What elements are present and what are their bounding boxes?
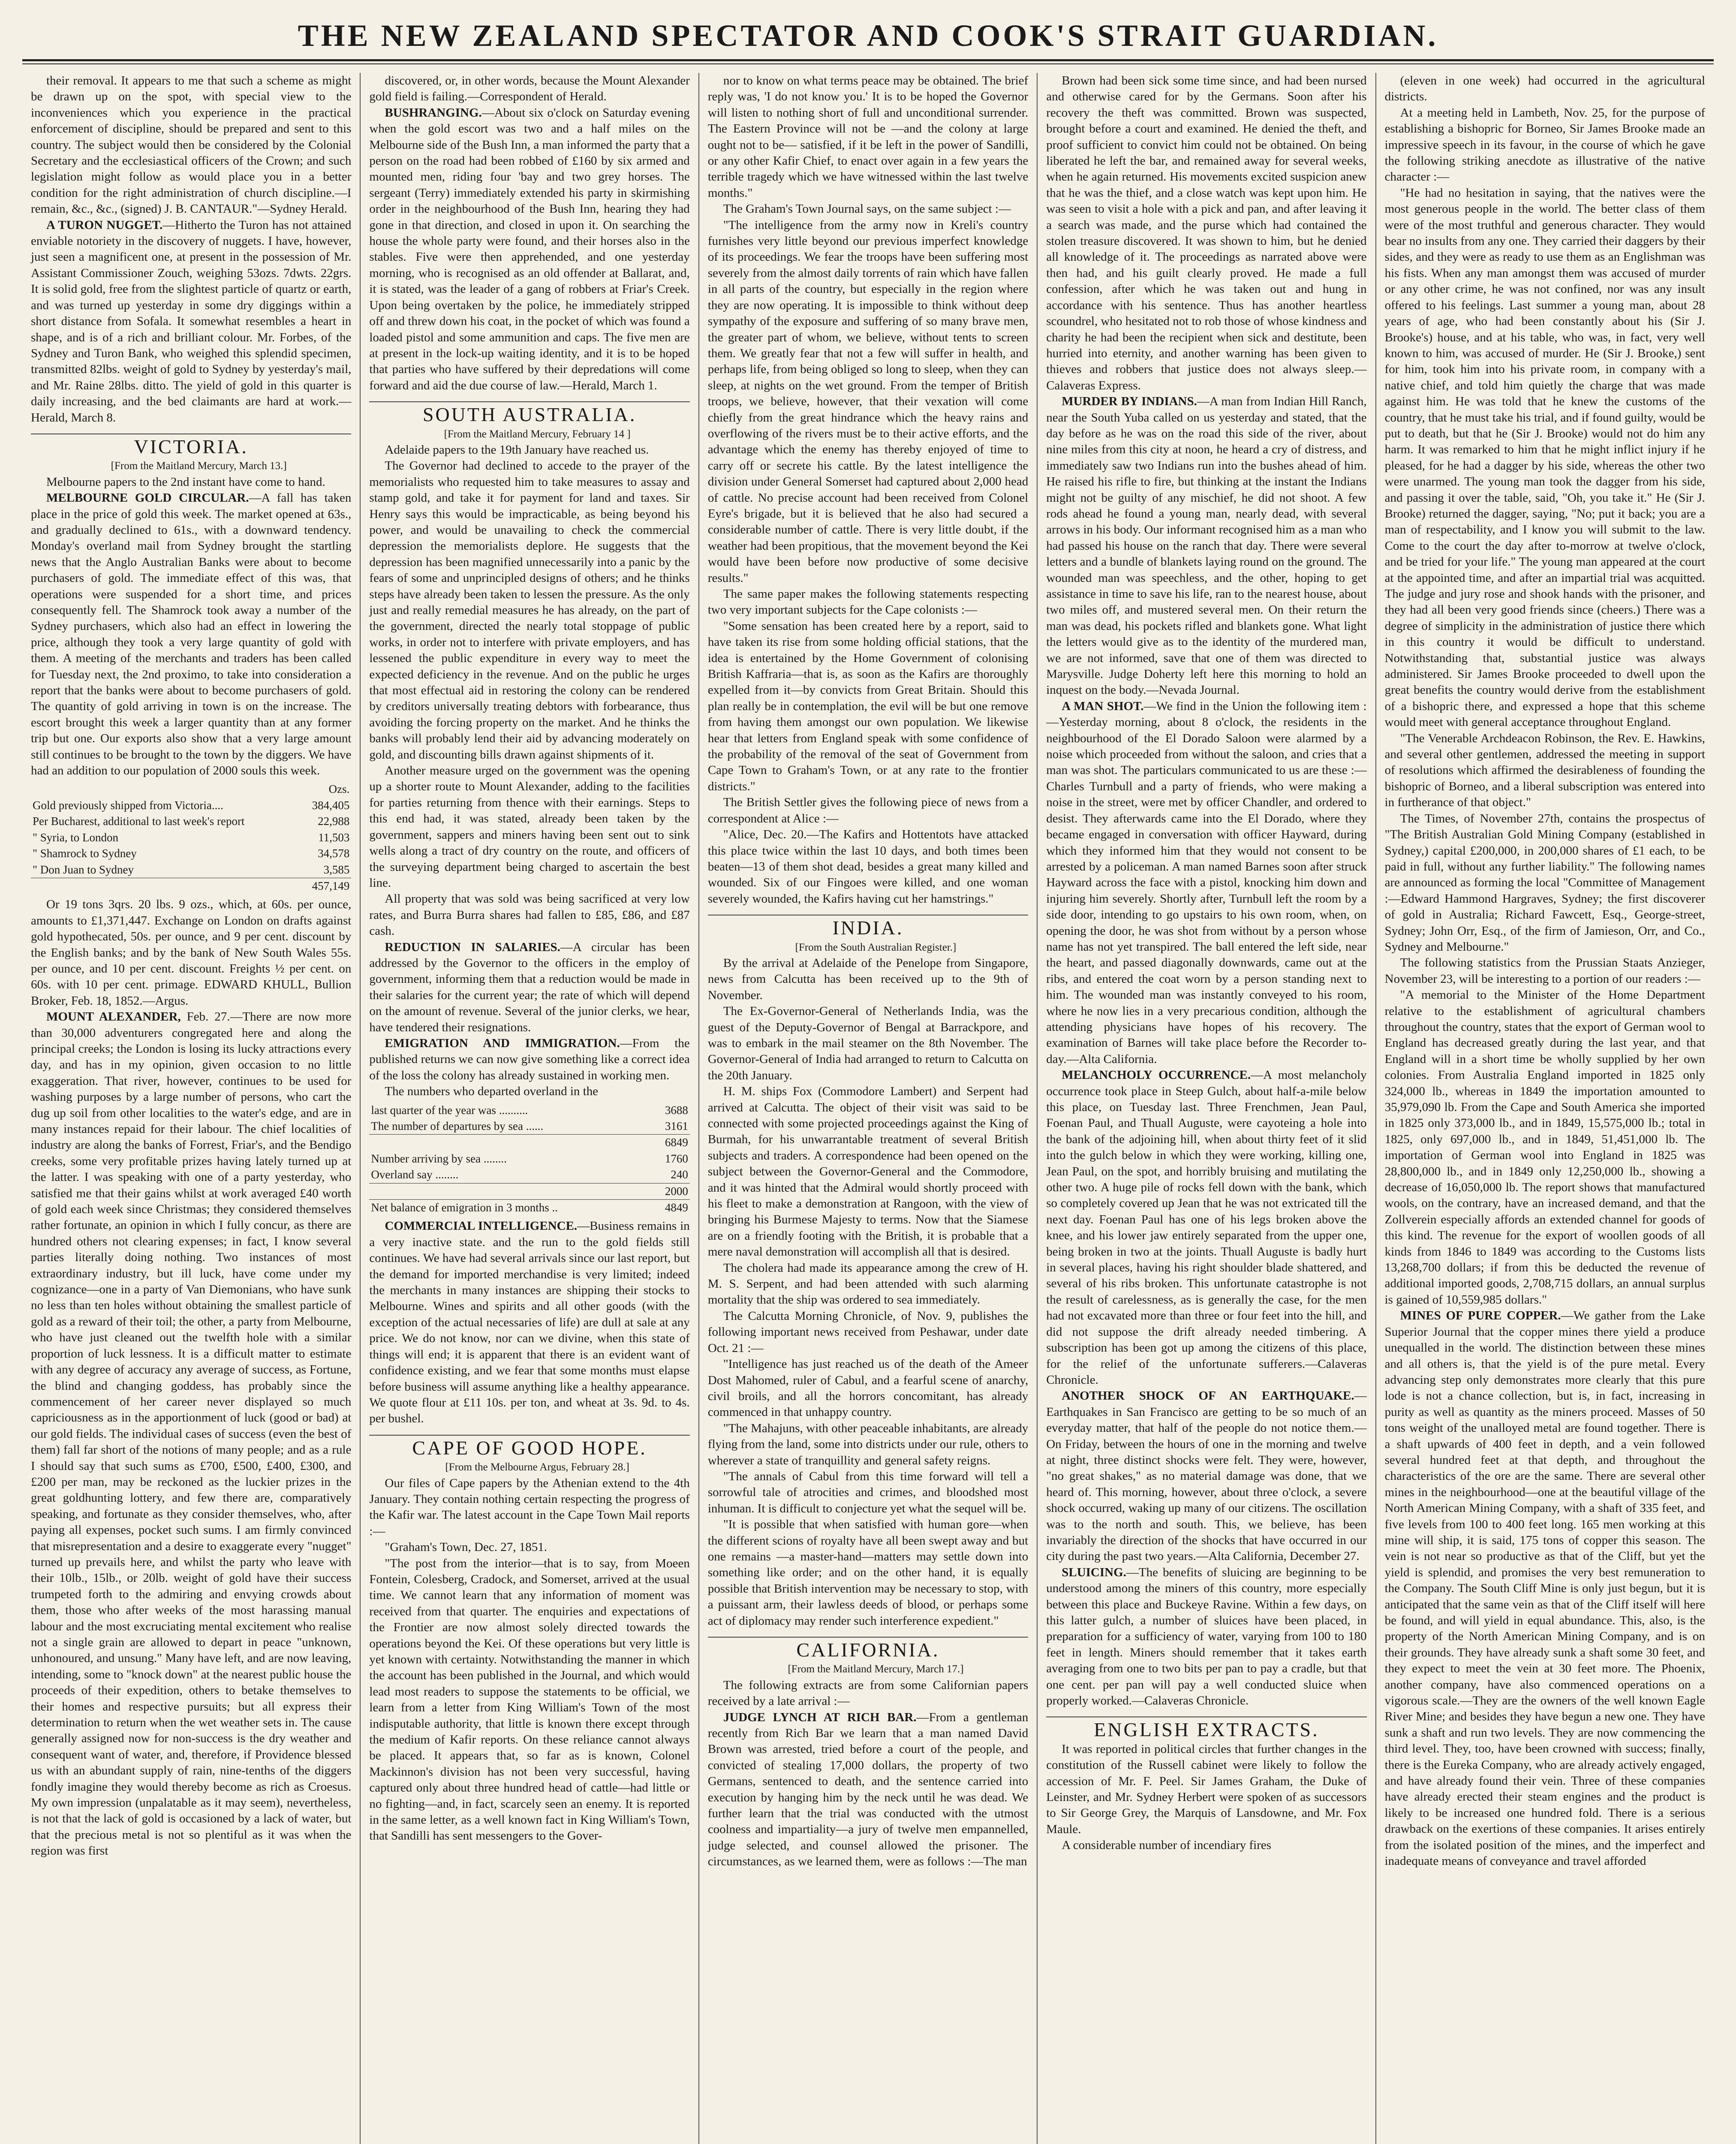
article-body: —The benefits of sluicing are beginning to be understood among the miners of this country, more especially between this place and Buckeye Ravine. Within a few days, on this latter gulch, a number of sluices have been placed, in preparation for a sufficiency of water, varying from 100 to 180 feet in length. Miners should remember that it takes earth averaging from one to two bits per pan to pay a cradle, but that one cent. per pan will pay a well conducted sluice when properly worked.—Calaveras Chronicle. [1046, 1565, 1367, 1708]
table-header: Ozs. [328, 783, 350, 796]
article-paragraph: Or 19 tons 3qrs. 20 lbs. 9 ozs., which, at 60s. per ounce, amounts to £1,371,447. Exchange on London on drafts against gold hypothecated, 50s. per ounce, and 9 per cent. discount by the English banks; and by the bank of New South Wales 55s. per ounce, and 10 per cent. discount. Freights ½ per cent. on 60s. with 10 per cent. primage. EDWARD KHULL, Bullion Broker, Feb. 18, 1852.—Argus. [31, 897, 352, 1008]
article-headline: ANOTHER SHOCK OF AN EARTHQUAKE. [1062, 1389, 1354, 1403]
article-paragraph [1385, 1308, 1705, 1869]
article-body: —We gather from the Lake Superior Journal that the copper mines there yield a produce unequalled in the world. The distinction between these mines and all others is, that the yield is of the pure metal. Every advancing step only demonstrates more clearly that this pure lode is not a chance collection, but is, in fact, increasing in purity as well as quantity as the miners proceed. Masses of 50 tons weight of the unalloyed metal are found together. There is a shaft upwards of 400 feet in depth, and a vein followed several hundred feet at that depth, and throughout the characteristics of the ore are the same. There are several other mines in the neighbourhood—one at the beautiful village of the North American Mining Company, with a shaft of 335 feet, and five levels from 100 to 400 feet long. 165 men working at this mine will ship, it is said, 175 tons of copper this season. The vein is not near so productive as that of the Cliff, but yet the yield is splendid, and promises the very best remuneration to the Company. The South Cliff Mine is only just begun, but it is anticipated that the same vein as that of the Cliff itself will here be found, and will yield in equal abundance. This, also, is the property of the North American Mining Company, and is on their grounds. They have already sunk a shaft some 30 feet, and they expect to meet the vein at 30 feet more. The Phoenix, another company, have also commenced operations on a vigorous scale.—They are the owners of the well known Eagle River Mine; and besides they have begun a new one. They have sunk a shaft and run two levels. They are now commencing the third level. They, too, have been crowned with success; finally, there is the Eureka Company, who are already actively engaged, and have already found their vein. Three of these companies have already erected their steam engines and the product is likely to be increased one hundred fold. There is a serious drawback on the exertions of these companies. It arises entirely from the isolated position of the mines, and the imperfect and inadequate means of conveyance and travel afforded [1384, 1309, 1706, 1868]
article-headline: EMIGRATION AND IMMIGRATION. [385, 1036, 620, 1050]
table-row [31, 813, 351, 829]
table-row [31, 830, 351, 846]
article-body: —We find in the Union the following item :—Yesterday morning, about 8 o'clock, the residents in the neighbourhood of the El Dorado Saloon were alarmed by a noise which proceeded from without the saloon, and cries that a man was shot. The particulars communicated to us are these :—Charles Turnbull and a party of friends, who were making a noise in the street, were met by officer Chandler, and ordered to desist. They afterwards came into the El Dorado, where they became engaged in conversation with officer Hayward, during which they informed him that they would not consent to be arrested by a policeman. A man named Barnes soon after struck Hayward across the face with a pistol, knocking him down and injuring him severely. Shortly after, Turnbull left the room by a side door, intending to go upstairs to his own room, when, on opening the door, he was shot from without by a person whose name has not yet transpired. The ball entered the left side, near the heart, and passed diagonally downwards, came out at the ribs, and entered the coat worn by a person standing next to him. The wounded man was instantly conveyed to his room, where he now lies in a very precarious condition, although the attending physicians have hopes of his recovery. The examination of Barnes will take place before the Recorder to-day.—Alta California. [1046, 699, 1367, 1066]
article-headline: BUSHRANGING. [385, 105, 482, 120]
table-total-row [369, 1200, 689, 1216]
article-paragraph: "Some sensation has been created here by a report, said to have taken its rise from some holding official stations, that the idea is entertained by the Home Government of colonising British Kaffraria—that is, as soon as the Kafirs are thoroughly expelled from it—by convicts from Great Britain. Should this plan really be in contemplation, the evil will be but one remove from having them amongst our own population. We likewise hear that letters from England speak with some confidence of the probability of the removal of the seat of Government from Cape Town to Graham's Town, or at any rate to the frontier districts." [707, 619, 1029, 793]
article-paragraph: The Graham's Town Journal says, on the same subject :— [723, 202, 1011, 216]
table-cell: The number of departures by sea ...... [371, 1120, 544, 1132]
article-headline: MURDER BY INDIANS. [1062, 394, 1197, 409]
article-headline: MELBOURNE GOLD CIRCULAR. [46, 491, 249, 505]
article-body: —From a gentleman recently from Rich Bar we learn that a man named David Brown was arrested, tried before a court of the people, and convicted of stealing 17,000 dollars, the property of two Germans, sentenced to death, and the sentence carried into execution by hanging him by the neck until he was dead. We further learn that the trial was conducted with the utmost coolness and impartiality—a jury of twelve men empannelled, judge selected, and counsel allowed the prisoner. The circumstances, as we learned them, were as follows :—The man [707, 1710, 1029, 1869]
table-cell: 384,405 [312, 798, 350, 812]
article-paragraph: their removal. It appears to me that such a scheme as might be drawn up on the spot, with special view to the inconveniences which you experience in the practical enforcement of discipline, should be prepared and sent to this country. The subject would then be considered by the Colonial Secretary and the ecclesiastical officers of the Crown; and such legislation might follow as would place you in a better condition for the right administration of church discipline.—I remain, &c., &c., (signed) J. B. CANTAUR."—Sydney Herald. [31, 74, 352, 216]
article-body: —About six o'clock on Saturday evening when the gold escort was two and a half miles on the Melbourne side of the Bush Inn, a man informed the party that a person on the road had been robbed of £160 by six armed and mounted men, riding four 'bay and two grey horses. The sergeant (Terry) immediately extended his party in skirmishing order in the neighbourhood of the Bush Inn, hearing they had gone in that direction, and closed in upon it. On searching the house the whole party were found, and their horses also in the stables. Five were then apprehended, and one yesterday morning, who is recognised as an old offender at Ballarat, and, it is stated, was the leader of a gang of robbers at Friar's Creek. Upon being overtaken by the police, he immediately stripped off and threw down his coat, in the pocket of which was found a loaded pistol and some ammunition and caps. The five men are at present in the lock-up waiting identity, and it is to be hoped that parties who have suffered by their depredations will come forward and aid the due course of law.—Herald, March 1. [369, 105, 690, 392]
article-paragraph [1046, 1565, 1366, 1709]
table-subtotal-row [369, 1183, 689, 1199]
article-paragraph [1046, 1067, 1366, 1388]
article-headline: REDUCTION IN SALARIES. [385, 940, 560, 954]
article-headline: MINES OF PURE COPPER. [1400, 1309, 1561, 1323]
article-paragraph [708, 1710, 1028, 1870]
article-paragraph: "The Venerable Archdeacon Robinson, the Rev. E. Hawkins, and several other gentlemen, addressed the meeting in support of resolutions which affirmed the desirableness of founding the bishopric of Borneo, and a liberal subscription was entered into in furtherance of that object." [1384, 731, 1706, 810]
article-paragraph: The cholera had made its appearance among the crew of H. M. S. Serpent, and had been attended with such alarming mortality that the ship was ordered to sea immediately. [707, 1261, 1029, 1307]
article-body: —Earthquakes in San Francisco are getting to be so much of an everyday matter, that half of the people do not notice them.—On Friday, between the hours of one in the morning and twelve at night, three distinct shocks were felt. They were, however, "no great shakes," as no material damage was done, that we heard of. This morning, however, about three o'clock, a severe shock occurred, waking up many of our citizens. The oscillation was to the north and south. This, we believe, has been invariably the direction of the shocks that have occurred in our city during the past two years.—Alta California, December 27. [1046, 1389, 1367, 1563]
column-1 [22, 73, 361, 2144]
article-paragraph: "Intelligence has just reached us of the death of the Ameer Dost Mahomed, ruler of Cabul, and a fearful scene of anarchy, civil broils, and all the horrors concomitant, has already commenced in that unhappy country. [707, 1357, 1029, 1419]
column-4 [1038, 73, 1376, 2144]
table-cell: 34,578 [318, 847, 350, 860]
table-total-row [31, 878, 351, 894]
article-headline: A TURON NUGGET. [46, 218, 163, 232]
article-paragraph: The following extracts are from some Californian papers received by a late arrival :— [707, 1678, 1029, 1708]
article-paragraph: H. M. ships Fox (Commodore Lambert) and Serpent had arrived at Calcutta. The object of their visit was said to be connected with some projected proceedings against the King of Burmah, for his unwarrantable treatment of several British subjects and traders. A correspondence had been opened on the subject between the Governor-General and the Commodore, and it was hinted that the Admiral would shortly proceed with his fleet to make a demonstration at Rangoon, with the view of bringing his Burmese Majesty to terms. Now that the Siamese are on a friendly footing with the British, it is probable that a mere naval demonstration will accomplish all that is desired. [707, 1084, 1029, 1259]
column-5 [1376, 73, 1714, 2144]
article-headline: COMMERCIAL INTELLIGENCE. [385, 1219, 578, 1233]
article-headline: MOUNT ALEXANDER, [46, 1010, 181, 1024]
article-paragraph: "Alice, Dec. 20.—The Kafirs and Hottentots have attacked this place twice within the last 10 days, and both times been beaten—13 of them shot dead, besides a great many killed and wounded. Six of our Fingoes were killed, and one woman severely wounded, the Kafirs having cut her hamstrings." [707, 828, 1029, 906]
article-paragraph: (eleven in one week) had occurred in the agricultural districts. [1384, 74, 1706, 104]
article-paragraph: The British Settler gives the following piece of news from a correspondent at Alice :— [707, 795, 1029, 825]
table-cell: Gold previously shipped from Victoria.... [33, 798, 223, 812]
article-paragraph: "The annals of Cabul from this time forward will tell a sorrowful tale of atrocities and crimes, and bloodshed most inhuman. It is difficult to conjecture yet what the sequel will be. [707, 1469, 1029, 1515]
column-3 [699, 73, 1038, 2144]
section-title-india: INDIA. [708, 915, 1028, 936]
article-paragraph: Adelaide papers to the 19th January have reached us. [385, 443, 649, 457]
article-paragraph: nor to know on what terms peace may be obtained. The brief reply was, 'I do not know you.' It is to be hoped the Governor will listen to nothing short of full and unconditional surrender. The Eastern Province will not be —and the colony at large ought not to be— satisfied, if it be left in the power of Sandilli, or any other Kafir Chief, to enact over again in a few years the terrible tragedy which we have witnessed within the last twelve months." [707, 74, 1029, 200]
table-row [31, 862, 351, 878]
columns [22, 73, 1714, 2144]
article-paragraph: It was reported in political circles that further changes in the constitution of the Russell cabinet were likely to follow the accession of Mr. F. Peel. Sir James Graham, the Duke of Leinster, and Mr. Sydney Herbert were spoken of as successors to Sir George Grey, the Marquis of Lansdowne, and Mr. Fox Maule. [1046, 1742, 1367, 1836]
article-paragraph [1046, 699, 1366, 1067]
article-paragraph [31, 490, 351, 779]
table-cell: Net balance of emigration in 3 months .. [369, 1200, 650, 1216]
table-subtotal: 2000 [650, 1183, 690, 1199]
article-body: —A man from Indian Hill Ranch, near the South Yuba called on us yesterday and stated, that the day before as he was on the road this side of the river, about nine miles from this city at noon, he heard a cry of distress, and immediately saw two Indians run into the bushes ahead of him. He raised his rifle to fire, but thinking at the instant the Indians might not be guilty of any mischief, he did not shoot. A few rods ahead he found a young man, nearly dead, with several arrows in his body. Our informant recognised him as a man who had passed his house on the ranch that day. There were several letters and a bundle of blankets laying round on the ground. The wounded man was speechless, and the other, hoping to get assistance in time to save his life, ran to the nearest house, about two miles off, and mustered several men. On their return the man was dead, his pockets rifled and blankets gone. What light the letters would give as to the identity of the murdered man, we are not informed, save that one of them was directed to Marysville. Judge Doherty left here this morning to hold an inquest on the body.—Nevada Journal. [1046, 394, 1367, 697]
section-title-south-australia: SOUTH AUSTRALIA. [369, 401, 689, 422]
article-paragraph: The Calcutta Morning Chronicle, of Nov. 9, publishes the following important news received from Peshawar, under date Oct. 21 :— [707, 1309, 1029, 1355]
section-title-victoria: VICTORIA. [31, 434, 351, 455]
emigration-table [369, 1102, 689, 1216]
article-body: Feb. 27.—There are now more than 30,000 adventurers congregated here and along the principal creeks; the London is losing its lucky attractions every day, and has in my opinion, given occasion to no little exaggeration. That river, however, continues to be used for washing purposes by a large number of persons, who cart the dug up soil from other localities to the water's edge, and are in many instances repaid for their labour. The chief localities of industry are along the banks of Forrest, Friar's, and the Bendigo creeks, some very profitable prizes having lately turned up at the latter. I was speaking with one of a party yesterday, who satisfied me that their gains whilst at work averaged £40 worth of gold each week since Christmas; they considered themselves rather fortunate, an opinion in which I fully concur, as there are hundred others not clearing expenses; in fact, I know several parties literally doing nothing. Two instances of most extraordinary industry, but ill luck, have come under my cognizance—one in a party of Van Diemonians, who have sunk no less than ten holes without obtaining the smallest particle of gold as a reward of their toil; the other, a party from Melbourne, who have just cleaned out the twelfth hole with a similar proportion of luck lessness. It is a difficult matter to estimate with any degree of accuracy any average of success, as Fortune, the blind and changing goddess, has probably since the commencement of her career never displayed so much capriciousness as in the apportionment of luck (good or bad) at our gold fields. The individual cases of success (even the best of them) fall far short of the notions of many people; and as a rule I should say that such sums as £700, £500, £400, £300, and £200 per man, may be reckoned as the luckier prizes in the great goldhunting lottery, and few there are, comparatively speaking, and fortunate as they consider themselves, who, after paying all expenses, pocket such sums. I am firmly convinced that misrepresentation and a desire to exaggerate every "nugget" turned up prevails here, and whilst the party who leave with their 10lb., 15lb., or 20lb. weight of gold have their success trumpeted forth to the admiring and envying crowds about them, those who after weeks of the most harassing manual labour and the most excruciating mental excitement who realise not a single grain are allowed to depart in peace "unknown, unhonoured, and unsung." Many have left, and are now leaving, intending, some to "knock down" at the nearest public house the proceeds of their expedition, others to betake themselves to their homes and respective pursuits; but all express their determination to return when the wet weather sets in. The cause generally assigned now for non-success is the dry weather and consequent want of water, and, therefore, if Providence blessed us with an abundant supply of rain, nine-tenths of the diggers fondly imagine they would thereby become as rich as Croesus. My own impression (unpalatable as it may seem), nevertheless, is not that the lack of gold is occasioned by a lack of water, but that the precious metal is not so plentiful as it was when the region was first [31, 1010, 352, 1858]
table-cell: " Syria, to London [33, 831, 119, 844]
table-row [369, 1167, 689, 1183]
article-paragraph: The Ex-Governor-General of Netherlands India, was the guest of the Deputy-Governor of Bengal at Barrackpore, and was to embark in the mail steamer on the 8th November. The Governor-General of India had arranged to return to Calcutta on the 20th January. [707, 1004, 1029, 1082]
section-title-english-extracts: ENGLISH EXTRACTS. [1046, 1716, 1366, 1737]
section-source: [From the Maitland Mercury, February 14 ] [444, 428, 631, 440]
table-cell: Number arriving by sea ........ [371, 1152, 507, 1165]
gold-shipment-table [31, 781, 351, 894]
article-paragraph: "It is possible that when satisfied with human gore—when the different scions of royalty have all been swept away and but one remains —a master-hand—matters may settle down into something like order; and on the other hand, it is equally possible that British intervention may be necessary to stop, with a puissant arm, their lawless deeds of blood, or perhaps some act of diplomacy may render such interference expedient." [707, 1518, 1029, 1628]
table-subtotal-row [369, 1135, 689, 1151]
article-paragraph [369, 105, 689, 394]
article-paragraph: "Graham's Town, Dec. 27, 1851. [385, 1540, 547, 1554]
article-headline: MELANCHOLY OCCURRENCE. [1062, 1068, 1251, 1082]
article-paragraph: "The intelligence from the army now in Kreli's country furnishes very little beyond our previous imperfect knowledge of its proceedings. We fear the troops have been suffering most severely from the almost daily torrents of rain which have fallen in all parts of the country, but especially in the region where they are now operating. It is impossible to think without deep sympathy of the exposure and suffering of so many brave men, the greater part of whom, we believe, without tents to screen them. We greatly fear that not a few will suffer in health, and perhaps life, from being obliged so long to sleep, when they can sleep, at nights on the wet ground. From the temper of British troops, we believe, however, that their vexation will come chiefly from the great hindrance which the heavy rains and overflowing of the rivers must be to their active efforts, and the advantage which the enemy has thereby enjoyed of time to carry off or secrete his cattle. By the latest intelligence the division under General Somerset had captured about 2,000 head of cattle. No precise account had been received from Colonel Eyre's brigade, but it is believed that he also had secured a considerable number of cattle. There is very little doubt, if the weather had been propitious, that the movement beyond the Kei would have been before now productive of some decisive results." [707, 218, 1029, 585]
section-source: [From the Maitland Mercury, March 13.] [111, 460, 287, 472]
table-total: 457,149 [300, 878, 352, 894]
section-source: [From the South Australian Register.] [795, 941, 957, 953]
article-body: —A fall has taken place in the price of gold this week. The market opened at 63s., and gradually declined to 61s., with a downward tendency. Monday's overland mail from Sydney brought the startling news that the Anglo Australian Banks were about to become purchasers of gold. The immediate effect of this was, that operations were suspended for a short time, and prices consequently fell. The Shamrock took away a number of the Sydney purchasers, which also had an effect in lowering the price, although they took a very large quantity of gold with them. A meeting of the merchants and traders has been called for Tuesday next, the 2nd proximo, to take into consideration a report that the banks were about to become purchasers of gold. The quantity of gold arriving in town is on the increase. The escort brought this week a larger quantity than at any former trip but one. Our exports also show that a very large amount still continues to be brought to the town by the diggers. We have had an addition to our population of 2000 souls this week. [31, 491, 352, 778]
table-cell: 3,585 [323, 863, 350, 876]
column-2 [361, 73, 699, 2144]
table-total: 4849 [650, 1200, 690, 1216]
article-paragraph: All property that was sold was being sacrificed at very low rates, and Burra Burra shares had fallen to £85, £86, and £87 cash. [369, 892, 690, 938]
table-cell: " Don Juan to Sydney [33, 863, 134, 876]
table-cell: 240 [671, 1168, 688, 1181]
article-headline: A MAN SHOT. [1062, 699, 1144, 713]
article-paragraph: The numbers who departed overland in the [385, 1084, 599, 1099]
masthead: THE NEW ZEALAND SPECTATOR AND COOK'S STRAIT GUARDIAN. [298, 18, 1438, 53]
article-paragraph: "A memorial to the Minister of the Home Department relative to the establishment of agricultural chambers throughout the country, states that the export of German wool to England has decreased greatly during the last year, and that England will in a short time be wholly supplied by her own colonies. From Australia England imported in 1825 only 324,000 lb., whereas in 1849 the importation amounted to 35,979,090 lb. From the Cape and South America she imported in 1825 only 373,000 lb., and in 1849, 15,575,000 lb.; total in 1825, only 697,000 lb., and in 1849, 51,451,000 lb. The importation of German wool into England in 1825 was 28,800,000 lb., and in 1849 only 12,250,000 lb., showing a decrease of 16,050,000 lb. The report shows that manufactured wools, on the contrary, have an increased demand, and that the Zollverein especially affords an extended channel for goods of this kind. The revenue for the export of woollen goods of all kinds from 1846 to 1849 was according to the Customs lists 13,268,700 dollars; if from this be deducted the revenue of additional imported goods, 2,708,715 dollars, an annual surplus is gained of 10,559,985 dollars." [1384, 988, 1706, 1307]
section-source: [From the Melbourne Argus, February 28.] [445, 1461, 629, 1473]
article-paragraph: Melbourne papers to the 2nd instant have come to hand. [46, 475, 325, 489]
table-row [369, 1151, 689, 1167]
table-row [31, 798, 351, 813]
table-row [369, 1118, 689, 1135]
section-title-cape: CAPE OF GOOD HOPE. [369, 1435, 689, 1456]
table-cell: 22,988 [318, 815, 350, 828]
article-paragraph [369, 1036, 689, 1084]
article-paragraph: Brown had been sick some time since, and had been nursed and otherwise cared for by the Germans. Soon after his recovery the theft was committed. Brown was suspected, brought before a court and examined. He denied the theft, and proof sufficient to convict him could not be obtained. On being liberated he left the bar, and remained away for several weeks, when he again returned. His movements excited suspicion anew that he was the thief, and a close watch was kept upon him. He was seen to visit a hole with a pick and pan, and after leaving it a search was made, and the purse which had contained the stolen treasure discovered. It was shown to him, but he denied all knowledge of it. The proceedings as narrated above were then had, and his guilt clearly proved. He made a full confession, after which he was taken out and hung in accordance with his sentence. Thus has another heartless scoundrel, who hesitated not to rob those of whose kindness and charity he had been the recipient when sick and destitute, been hurried into eternity, and another warning has been given to thieves and robbers that justice does not always sleep.—Calaveras Express. [1046, 74, 1367, 392]
article-paragraph: discovered, or, in other words, because the Mount Alexander gold field is failing.—Correspondent of Herald. [369, 74, 690, 104]
article-paragraph [369, 940, 689, 1036]
article-body: —From the published returns we can now give something like a correct idea of the loss the colony has already sustained in working men. [369, 1036, 690, 1082]
table-cell: 1760 [665, 1152, 688, 1165]
section-title-california: CALIFORNIA. [708, 1637, 1028, 1658]
article-paragraph [369, 1218, 689, 1427]
article-paragraph: Another measure urged on the government was the opening up a shorter route to Mount Alexander, adding to the facilities for parties returning from thence with their earnings. Steps to this end had, it was stated, already been taken by the government, sappers and miners having been sent out to sink wells along a tract of dry country on the route, and officers of the surveying department being charged to ascertain the best line. [369, 764, 690, 890]
table-cell: Overland say ........ [371, 1168, 459, 1181]
article-paragraph: The following statistics from the Prussian Staats Anzieger, November 23, will be interesting to a portion of our readers :— [1384, 956, 1706, 986]
article-paragraph [1046, 1388, 1366, 1564]
article-paragraph: A considerable number of incendiary fires [1062, 1838, 1272, 1852]
table-cell: " Shamrock to Sydney [33, 847, 137, 860]
article-paragraph [31, 1009, 351, 1859]
article-paragraph: "The Mahajuns, with other peaceable inhabitants, are already flying from the land, some into districts under our rule, others to wherever a state of tranquillity and general safety reigns. [707, 1421, 1029, 1467]
article-paragraph: At a meeting held in Lambeth, Nov. 25, for the purpose of establishing a bishopric for Borneo, Sir James Brooke made an impressive speech in its favour, in the course of which he gave the following striking anecdote as illustrative of the native character :— [1384, 105, 1706, 184]
article-headline: JUDGE LYNCH AT RICH BAR. [723, 1710, 917, 1724]
masthead-rule [22, 59, 1714, 64]
table-row [369, 1102, 689, 1118]
table-cell: Per Bucharest, additional to last week's report [33, 815, 245, 828]
article-paragraph: The Governor had declined to accede to the prayer of the memorialists who requested him to take measures to assay and stamp gold, and take it for payment for land and taxes. Sir Henry says this would be impracticable, as being beyond his power, and would be unavailing to check the commercial depression the memorialists deplore. He suggests that the depression has been magnified unnecessarily into a panic by the fears of some and unprincipled designs of others; and he thinks steps have already been taken to lessen the pressure. As the only just and really remedial measures he has already, on the part of the government, directed the nearly total stoppage of public works, in order not to interfere with private employers, and has lessened the public expenditure in every way to meet the expected deficiency in the revenue. And on the public he urges that most effectual aid in restoring the colony can be rendered by creditors universally treating debtors with forbearance, thus avoiding the forcing property on the market. And he thinks the banks will probably lend their aid by advancing moderately on gold, and discounting bills drawn against shipments of it. [369, 459, 690, 762]
article-body: —Hitherto the Turon has not attained enviable notoriety in the discovery of nuggets. I have, however, just seen a magnificent one, at present in the possession of Mr. Assistant Commissioner Zouch, weighing 53ozs. 7dwts. 22grs. It is solid gold, free from the slightest particle of quartz or earth, and was turned up yesterday in some dry diggings within a short distance from Sofala. It somewhat resembles a heart in shape, and is of a rich and brilliant colour. Mr. Forbes, of the Sydney and Turon Bank, who weighed this splendid specimen, transmitted 82lbs. weight of gold to Sydney by yesterday's mail, and Mr. Raine 28lbs. ditto. The yield of gold in this quarter is daily increasing, and the bed claimants are hard at work.—Herald, March 8. [31, 218, 352, 425]
table-row [31, 846, 351, 861]
article-paragraph: "He had no hesitation in saying, that the natives were the most generous people in the world. The better class of them were of the most truthful and generous character. They would bear no insults from any one. They carried their daggers by their sides, and they were as ready to use them as an Englishman was his fists. When any man amongst them was accused of murder or any other crime, he was not confined, nor was any insult offered to his feelings. Last summer a young man, about 28 years of age, who had been constantly about his (Sir J. Brooke's) house, and at his table, who was, in fact, very well known to him, was accused of murder. He (Sir J. Brooke,) sent for him, took him into his private room, in company with a native chief, and told him quietly the charge that was made against him. He was told that he knew the customs of the country, that he must take his trial, and if found guilty, would be put to death, but that he (Sir J. Brooke) would not do him any harm. It was remarked to him that he might inflict injury if he pleased, for he had a dagger by his side, whereas the other two were unarmed. The young man took the dagger from his side, and passing it over the table, said, "Oh, you take it." He (Sir J. Brooke) returned the dagger, saying, "No; put it back; you are a man of respectability, and I know you will submit to the law. Come to the court the day after to-morrow at twelve o'clock, and be tried for your life." The young man appeared at the court at the appointed time, and after an impartial trial was acquitted. The judge and jury rose and shook hands with the prisoner, and they had all been very good friends since (cheers.) There was a degree of simplicity in the administration of justice there which in this country it would be difficult to understand. Notwithstanding that, substantial justice was always administered. Sir James Brooke proceeded to dwell upon the great benefits the country would derive from the establishment of a bishopric there, and expressed a hope that this scheme would meet with general acceptance throughout England. [1384, 186, 1706, 729]
table-cell: 11,503 [318, 831, 350, 844]
article-body: —A circular has been addressed by the Governor to the officers in the employ of government, informing them that a reduction would be made in their salaries for the current year; the rate of which will depend on the amount of revenue. Several of the junior clerks, we hear, have tendered their resignations. [369, 940, 690, 1034]
table-cell: 3688 [665, 1103, 688, 1117]
article-paragraph: By the arrival at Adelaide of the Penelope from Singapore, news from Calcutta has been received up to the 9th of November. [707, 956, 1029, 1002]
article-paragraph: "The post from the interior—that is to say, from Moeen Fontein, Colesberg, Cradock, and Somerset, arrived at the usual time. We cannot learn that any information of moment was received from that quarter. The enquiries and expectations of the Frontier are now almost solely directed towards the operations beyond the Kei. Of these operations but very little is yet known with certainty. Notwithstanding the manner in which the account has been published in the Journal, and which would lead most readers to suppose the statements to be official, we learn from a letter from King William's Town of the most indisputable authority, that little is known there except through the medium of Kafir reports. On these reliance cannot always be placed. It appears that, so far as is known, Colonel Mackinnon's division has not been very successful, having captured only about three hundred head of cattle—had little or no fighting—and, in fact, scarcely seen an enemy. It is reported in the same letter, as a well known fact in King William's Town, that Sandilli has sent messengers to the Gover- [369, 1556, 690, 1843]
article-paragraph: The Times, of November 27th, contains the prospectus of "The British Australian Gold Mining Company (established in Sydney,) capital £200,000, in 200,000 shares of £1 each, to be paid in full, without any further liability." The following names are announced as forming the local "Committee of Management :—Edward Hammond Hargraves, Sydney; the first discoverer of gold in Australia; Richard Fawcett, Esq., George-street, Sydney; John Orr, Esq., of the firm of Jamieson, Orr, and Co., Sydney and Melbourne." [1384, 811, 1706, 954]
table-subtotal: 6849 [650, 1135, 690, 1151]
section-source: [From the Maitland Mercury, March 17.] [788, 1663, 964, 1675]
article-headline: SLUICING. [1062, 1565, 1126, 1579]
article-paragraph [1046, 394, 1366, 699]
article-paragraph: The same paper makes the following statements respecting two very important subjects for the Cape colonists :— [707, 587, 1029, 617]
article-body: —A most melancholy occurrence took place in Steep Gulch, about half-a-mile below this place, on Tuesday last. Three Frenchmen, Jean Paul, Foenan Paul, and Thuall Auguste, were cayoteing a hole into the bank of the adjoining hill, when about thirty feet of it slid into the gulch below in which they were working, killing one, Jean Paul, on the spot, and horribly bruising and mutilating the other two. A huge pile of rocks fell down with the bank, which so completely covered up Jean that he was not extricated till the next day. Foenan Paul has one of his legs broken above the knee, and his lower jaw entirely separated from the upper one, being broken in two at the joints. Thuall Auguste is badly hurt in several places, having his right shoulder blade shattered, and several of his ribs broken. This unfortunate catastrophe is not the result of carelessness, as is generally the case, for the men had not excavated more than three or four feet into the hill, and did not suppose the drift already needed timbering. A subscription has been got up among the citizens of this place, for the relief of the unfortunate sufferers.—Calaveras Chronicle. [1046, 1068, 1367, 1387]
article-body: —Business remains in a very inactive state. and the run to the gold fields still continues. We have had several arrivals since our last report, but the demand for imported merchandise is very limited; indeed the merchants in many instances are shipping their stocks to Melbourne. Wines and spirits and all other goods (with the exception of the actual necessaries of life) are dull at sale at any price. We do not know, nor can we divine, when this state of things will end; it is apparent that there is an evident want of confidence existing, and we fear that some months must elapse before business will assume anything like a healthy appearance. We quote flour at £11 10s. per ton, and wheat at 3s. 9d. to 4s. per bushel. [369, 1219, 690, 1426]
article-paragraph: Our files of Cape papers by the Athenian extend to the 4th January. They contain nothing certain respecting the progress of the Kafir war. The latest account in the Cape Town Mail reports :— [369, 1476, 690, 1538]
table-cell: 3161 [665, 1120, 688, 1132]
table-cell: last quarter of the year was .......... [371, 1103, 528, 1117]
article-paragraph [31, 217, 351, 426]
